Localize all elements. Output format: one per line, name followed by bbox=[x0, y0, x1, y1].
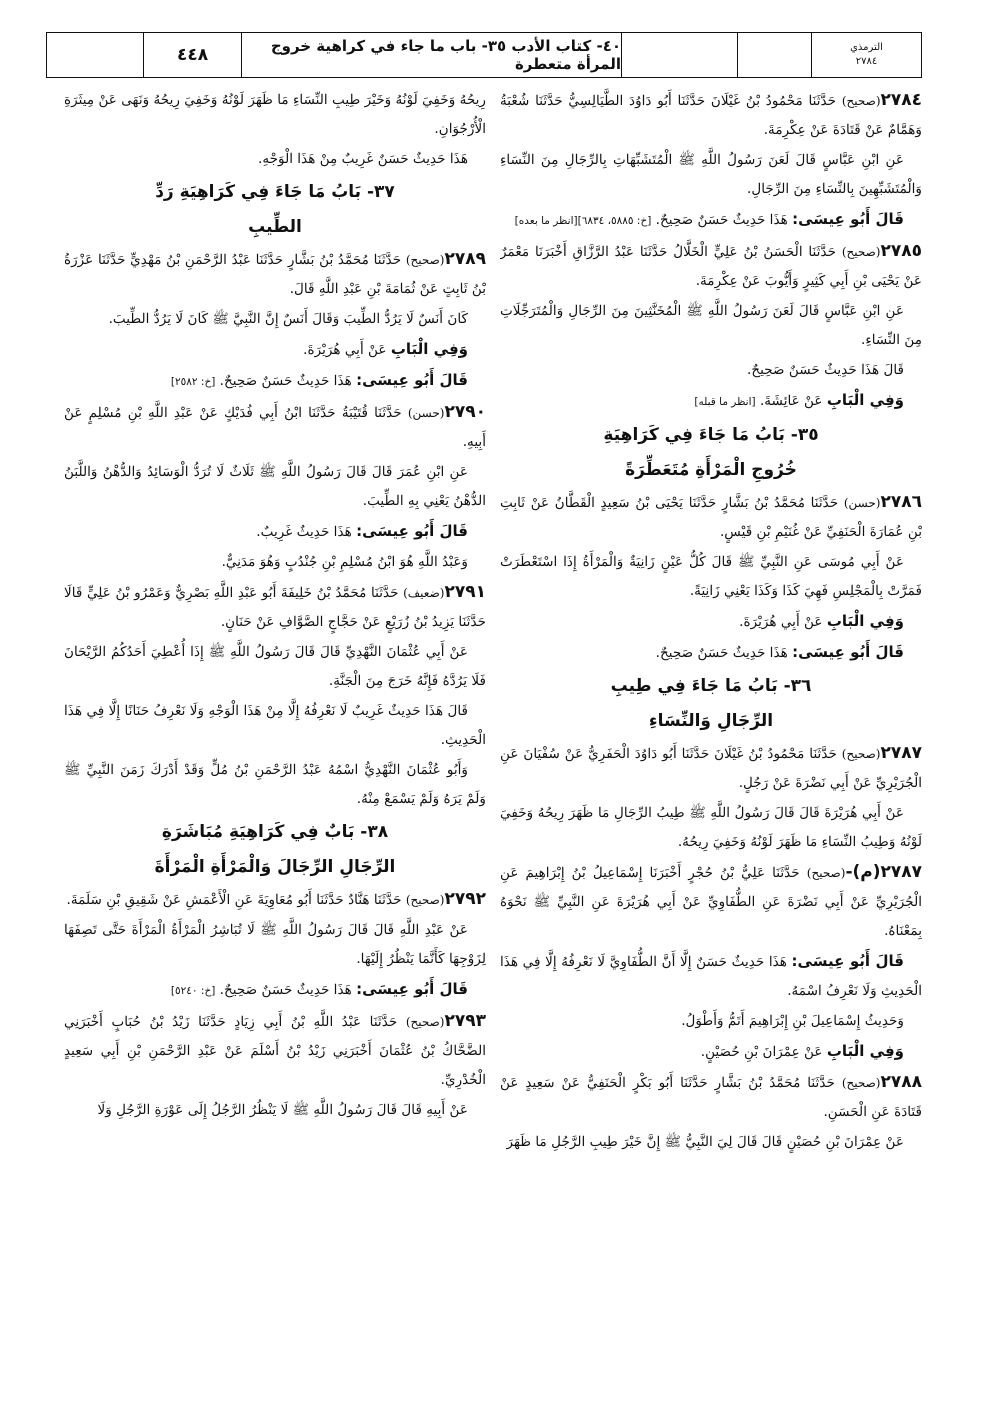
verdict-lead: قَالَ أَبُو عِيسَى: bbox=[792, 210, 904, 228]
hadith-block bbox=[500, 739, 922, 798]
hadith-number: ٢٧٨٤ bbox=[880, 90, 922, 110]
verdict-text: هَذَا حَدِيثٌ حَسَنٌ صَحِيحٌ. bbox=[655, 212, 788, 228]
hadith-block bbox=[500, 1068, 922, 1127]
verdict-lead: قَالَ أَبُو عِيسَى: bbox=[356, 371, 468, 389]
chapter-heading: ٣٦- بَابُ مَا جَاءَ فِي طِيبِ bbox=[610, 676, 812, 696]
cross-reference: [انظر ما قبله] bbox=[694, 396, 756, 408]
chapter-heading: الرِّجَالِ الرِّجَالَ وَالْمَرْأَةِ الْمَرْأَةَ bbox=[154, 857, 396, 877]
paragraph: عَنِ ابْنِ عُمَرَ قَالَ قَالَ رَسُولُ اللَّهِ ﷺ ثَلَاثٌ لَا تُرَدُّ الْوَسَائِدُ وَالدُّهْنُ وَاللَّبَنُ الدُّهْنُ يَعْنِي بِهِ الطِّيبَ. bbox=[64, 464, 486, 509]
hadith-grade: (حسن) bbox=[843, 496, 881, 510]
hadith-grade: (صحيح) bbox=[841, 747, 881, 761]
header-chapter-title: ٤٠- كتاب الأدب ٣٥- باب ما جاء في كراهية خروج المرأة متعطرة bbox=[241, 33, 621, 77]
paragraph: وَعَبْدُ اللَّهِ هُوَ ابْنُ مُسْلِمِ بْنِ جُنْدُبٍ وَهُوَ مَدَنِيٌّ. bbox=[221, 554, 468, 570]
paragraph: عَنْ أَبِيهِ قَالَ قَالَ رَسُولُ اللَّهِ ﷺ لَا يَنْظُرُ الرَّجُلُ إِلَى عَوْرَةِ الرَّجُلِ وَلَا bbox=[97, 1102, 468, 1118]
hadith-block bbox=[64, 578, 486, 637]
chapter-heading: ٣٥- بَابُ مَا جَاءَ فِي كَرَاهِيَةِ bbox=[603, 425, 819, 445]
hadith-number: ٢٧٨٥ bbox=[880, 241, 922, 261]
verdict-line bbox=[500, 1037, 922, 1067]
hadith-grade: (صحيح) bbox=[841, 94, 881, 108]
paragraph: عَنْ أَبِي هُرَيْرَةَ قَالَ قَالَ رَسُولُ اللَّهِ ﷺ طِيبُ الرِّجَالِ مَا ظَهَرَ رِيحُهُ وَخَفِيَ لَوْنُهُ وَطِيبُ النِّسَاءِ مَا ظَهَرَ لَوْنُهُ وَخَفِيَ رِيحُهُ. bbox=[500, 805, 922, 850]
hadith-grade: (صحيح) bbox=[405, 893, 445, 907]
paragraph: هَذَا حَدِيثٌ حَسَنٌ غَرِيبٌ مِنْ هَذَا الْوَجْهِ. bbox=[258, 151, 468, 167]
header-empty-cell bbox=[621, 33, 737, 77]
header-empty-cell bbox=[47, 33, 143, 77]
verdict-lead: قَالَ أَبُو عِيسَى: bbox=[356, 522, 468, 540]
verdict-line bbox=[64, 335, 486, 365]
hadith-block bbox=[500, 237, 922, 296]
header-ref-title: الترمذي bbox=[850, 42, 883, 53]
hadith-number: ٢٧٩٣ bbox=[444, 1011, 486, 1031]
paragraph: كَانَ أَنَسٌ لَا يَرُدُّ الطِّيبَ وَقَالَ أَنَسٌ إِنَّ النَّبِيَّ ﷺ كَانَ لَا يَرُدُّ الطِّيبَ. bbox=[108, 311, 468, 327]
hadith-chain: حَدَّثَنَا مَحْمُودُ بْنُ غَيْلَانَ حَدَّثَنَا أَبُو دَاوُدَ الْحَفَرِيُّ عَنْ سُفْيَانَ عَنِ الْجُرَيْرِيِّ عَنْ أَبِي نَضْرَةَ عَنْ رَجُلٍ. bbox=[500, 746, 922, 791]
hadith-chain: حَدَّثَنَا عَبْدُ اللَّهِ بْنُ أَبِي زِيَادٍ حَدَّثَنَا زَيْدُ بْنُ حُبَابٍ أَخْبَرَنِي الضَّحَّاكُ بْنُ عُثْمَانَ أَخْبَرَنِي زَيْدُ بْنُ أَسْلَمَ عَنْ عَبْدِ الرَّحْمَنِ بْنِ أَبِي سَعِيدٍ الْخُدْرِيِّ. bbox=[64, 1014, 486, 1088]
page-number: ٤٤٨ bbox=[143, 33, 241, 77]
paragraph: وَحَدِيثُ إِسْمَاعِيلَ بْنِ إِبْرَاهِيمَ أَتَمُّ وَأَطْوَلُ. bbox=[681, 1013, 904, 1029]
verdict-lead: وَفِي الْبَابِ bbox=[390, 340, 468, 358]
hadith-chain: حَدَّثَنَا هَنَّادٌ حَدَّثَنَا أَبُو مُعَاوِيَةَ عَنِ الْأَعْمَشِ عَنْ شَقِيقِ بْنِ سَلَمَةَ. bbox=[66, 892, 402, 908]
verdict-line bbox=[500, 638, 922, 668]
hadith-grade: (صحيح) bbox=[405, 253, 445, 267]
hadith-chain: حَدَّثَنَا مُحَمَّدُ بْنُ خَلِيفَةَ أَبُو عَبْدِ اللَّهِ بَصْرِيٌّ وَعَمْرُو بْنُ عَلِيٍّ قَالَا حَدَّثَنَا يَزِيدُ بْنُ زُرَيْعٍ عَنْ حَجَّاجٍ الصَّوَّافِ عَنْ حَنَانٍ. bbox=[64, 585, 486, 630]
verdict-text: هَذَا حَدِيثٌ حَسَنٌ إِلَّا أَنَّ الطُّفَاوِيَّ لَا نَعْرِفُهُ إِلَّا فِي هَذَا الْحَدِيثِ وَلَا نَعْرِفُ اسْمَهُ. bbox=[500, 954, 922, 999]
paragraph: عَنْ أَبِي مُوسَى عَنِ النَّبِيِّ ﷺ قَالَ كُلُّ عَيْنٍ زَانِيَةٌ وَالْمَرْأَةُ إِذَا اسْتَعْطَرَتْ فَمَرَّتْ بِالْمَجْلِسِ فَهِيَ كَذَا وَكَذَا يَعْنِي زَانِيَةً. bbox=[500, 554, 922, 599]
chapter-heading: خُرُوجِ الْمَرْأَةِ مُتَعَطِّرَةً bbox=[625, 460, 797, 480]
verdict-lead: وَفِي الْبَابِ bbox=[826, 612, 904, 630]
hadith-chain: حَدَّثَنَا الْحَسَنُ بْنُ عَلِيٍّ الْخَلَّالُ حَدَّثَنَا عَبْدُ الرَّزَّاقِ أَخْبَرَنَا مَعْمَرٌ عَنْ يَحْيَى بْنِ أَبِي كَثِيرٍ وَأَيُّوبَ عَنْ عِكْرِمَةَ. bbox=[500, 244, 922, 289]
verdict-line bbox=[64, 366, 486, 397]
hadith-block bbox=[500, 86, 922, 145]
hadith-chain: حَدَّثَنَا قُتَيْبَةُ حَدَّثَنَا ابْنُ أَبِي فُدَيْكٍ عَنْ عَبْدِ اللَّهِ بْنِ مُسْلِمٍ عَنْ أَبِيهِ. bbox=[64, 405, 486, 450]
hadith-number: ٢٧٨٦ bbox=[880, 492, 922, 512]
hadith-number: ٢٧٨٨ bbox=[880, 1072, 922, 1092]
verdict-lead: قَالَ أَبُو عِيسَى: bbox=[356, 980, 468, 998]
chapter-heading: الرِّجَالِ وَالنِّسَاءِ bbox=[648, 711, 774, 731]
paragraph: عَنْ أَبِي عُثْمَانَ النَّهْدِيِّ قَالَ قَالَ رَسُولُ اللَّهِ ﷺ إِذَا أُعْطِيَ أَحَدُكُمُ الرَّيْحَانَ فَلَا يَرُدَّهُ فَإِنَّهُ خَرَجَ مِنَ الْجَنَّةِ. bbox=[64, 644, 486, 689]
paragraph: قَالَ هَذَا حَدِيثٌ غَرِيبٌ لَا نَعْرِفُهُ إِلَّا مِنْ هَذَا الْوَجْهِ وَلَا نَعْرِفُ حَنَانًا إِلَّا فِي هَذَا الْحَدِيثِ. bbox=[64, 703, 486, 748]
paragraph: عَنِ ابْنِ عَبَّاسٍ قَالَ لَعَنَ رَسُولُ اللَّهِ ﷺ الْمُخَنَّثِينَ مِنَ الرِّجَالِ وَالْمُتَرَجِّلَاتِ مِنَ النِّسَاءِ. bbox=[500, 303, 922, 348]
verdict-text: هَذَا حَدِيثٌ غَرِيبٌ. bbox=[256, 524, 352, 540]
verdict-line bbox=[64, 975, 486, 1006]
hadith-grade: (صحيح) bbox=[806, 866, 846, 880]
verdict-text: هَذَا حَدِيثٌ حَسَنٌ صَحِيحٌ. bbox=[219, 982, 352, 998]
verdict-line bbox=[500, 205, 922, 236]
paragraph: وَأَبُو عُثْمَانَ النَّهْدِيُّ اسْمُهُ عَبْدُ الرَّحْمَنِ بْنُ مُلٍّ وَقَدْ أَدْرَكَ زَمَنَ النَّبِيِّ ﷺ وَلَمْ يَرَهُ وَلَمْ يَسْمَعْ مِنْهُ. bbox=[64, 762, 486, 807]
hadith-chain: حَدَّثَنَا عَلِيُّ بْنُ حُجْرٍ أَخْبَرَنَا إِسْمَاعِيلُ بْنُ إِبْرَاهِيمَ عَنِ الْجُرَيْرِيِّ عَنْ أَبِي نَضْرَةَ عَنِ الطُّفَاوِيِّ عَنْ أَبِي هُرَيْرَةَ عَنِ النَّبِيِّ ﷺ نَحْوَهُ بِمَعْنَاهُ. bbox=[500, 865, 922, 939]
verdict-line bbox=[500, 386, 922, 417]
hadith-block bbox=[64, 245, 486, 304]
cross-reference: [خ: ٥٨٨٥، ٦٨٣٤][انظر ما بعده] bbox=[514, 215, 652, 227]
hadith-chain: حَدَّثَنَا مُحَمَّدُ بْنُ بَشَّارٍ حَدَّثَنَا أَبُو بَكْرٍ الْحَنَفِيُّ عَنْ سَعِيدٍ عَنْ قَتَادَةَ عَنِ الْحَسَنِ. bbox=[500, 1075, 922, 1120]
verdict-lead: وَفِي الْبَابِ bbox=[826, 1042, 904, 1060]
hadith-number: ٢٧٨٧ bbox=[880, 743, 922, 763]
paragraph: عَنْ عِمْرَانَ بْنِ حُصَيْنٍ قَالَ قَالَ لِيَ النَّبِيُّ ﷺ إِنَّ خَيْرَ طِيبِ الرَّجُلِ مَا ظَهَرَ bbox=[506, 1134, 904, 1150]
verdict-text: عَنْ أَبِي هُرَيْرَةَ. bbox=[739, 614, 823, 630]
hadith-number: ٢٧٩٢ bbox=[444, 889, 486, 909]
verdict-line bbox=[500, 607, 922, 637]
verdict-text: هَذَا حَدِيثٌ حَسَنٌ صَحِيحٌ. bbox=[219, 373, 352, 389]
chapter-heading: ٣٧- بَابُ مَا جَاءَ فِي كَرَاهِيَةِ رَدِّ bbox=[155, 182, 395, 202]
hadith-block bbox=[64, 1007, 486, 1095]
paragraph: عَنِ ابْنِ عَبَّاسٍ قَالَ لَعَنَ رَسُولُ اللَّهِ ﷺ الْمُتَشَبِّهَاتِ بِالرِّجَالِ مِنَ النِّسَاءِ وَالْمُتَشَبِّهِينَ بِالنِّسَاءِ مِنَ الرِّجَالِ. bbox=[500, 152, 922, 197]
cross-reference: [خ: ٥٢٤٠] bbox=[170, 985, 216, 997]
page-header bbox=[46, 32, 922, 78]
hadith-grade: (ضعيف) bbox=[403, 586, 445, 600]
right-column bbox=[500, 86, 922, 1356]
verdict-text: عَنْ أَبِي هُرَيْرَةَ. bbox=[303, 342, 387, 358]
hadith-block bbox=[64, 885, 486, 915]
verdict-lead: قَالَ أَبُو عِيسَى: bbox=[791, 952, 904, 970]
header-ref-number: ٢٧٨٤ bbox=[855, 56, 878, 67]
hadith-grade: (صحيح) bbox=[841, 1076, 881, 1090]
hadith-number: ٢٧٩١ bbox=[444, 582, 486, 602]
hadith-grade: (حسن) bbox=[407, 406, 445, 420]
cross-reference: [خ: ٢٥٨٢] bbox=[170, 376, 216, 388]
verdict-lead: قَالَ أَبُو عِيسَى: bbox=[792, 643, 904, 661]
verdict-text: عَنْ عَائِشَةَ. bbox=[759, 393, 823, 409]
hadith-chain: حَدَّثَنَا مُحَمَّدُ بْنُ بَشَّارٍ حَدَّثَنَا يَحْيَى بْنُ سَعِيدٍ الْقَطَّانُ عَنْ ثَابِتِ بْنِ عُمَارَةَ الْحَنَفِيِّ عَنْ غُنَيْمِ بْنِ قَيْسٍ. bbox=[500, 495, 922, 540]
paragraph: قَالَ هَذَا حَدِيثٌ حَسَنٌ صَحِيحٌ. bbox=[747, 362, 904, 378]
verdict-text: عَنْ عِمْرَانَ بْنِ حُصَيْنٍ. bbox=[700, 1044, 823, 1060]
verdict-text: هَذَا حَدِيثٌ حَسَنٌ صَحِيحٌ. bbox=[655, 645, 788, 661]
hadith-number: ٢٧٨٧(م)- bbox=[845, 862, 922, 882]
paragraph-continued: رِيحُهُ وَخَفِيَ لَوْنُهُ وَخَيْرَ طِيبِ النِّسَاءِ مَا ظَهَرَ لَوْنُهُ وَخَفِيَ رِيحُهُ وَنَهَى عَنْ مِيثَرَةِ الْأُرْجُوَانِ. bbox=[64, 92, 486, 137]
hadith-block bbox=[64, 398, 486, 457]
paragraph: عَنْ عَبْدِ اللَّهِ قَالَ قَالَ رَسُولُ اللَّهِ ﷺ لَا تُبَاشِرُ الْمَرْأَةُ الْمَرْأَةَ حَتَّى تَصِفَهَا لِزَوْجِهَا كَأَنَّمَا يَنْظُرُ إِلَيْهَا. bbox=[64, 922, 486, 967]
hadith-number: ٢٧٨٩ bbox=[444, 249, 486, 269]
verdict-line bbox=[64, 517, 486, 547]
hadith-block bbox=[500, 488, 922, 547]
hadith-block bbox=[500, 858, 922, 946]
verdict-lead: وَفِي الْبَابِ bbox=[826, 391, 904, 409]
chapter-heading: ٣٨- بَابٌ فِي كَرَاهِيَةِ مُبَاشَرَةِ bbox=[161, 822, 389, 842]
hadith-number: ٢٧٩٠ bbox=[444, 402, 486, 422]
chapter-heading: الطِّيبِ bbox=[248, 217, 302, 237]
hadith-chain: حَدَّثَنَا مَحْمُودُ بْنُ غَيْلَانَ حَدَّثَنَا أَبُو دَاوُدَ الطَّيَالِسِيُّ حَدَّثَنَا شُعْبَةُ وَهَمَّامٌ عَنْ قَتَادَةَ عَنْ عِكْرِمَةَ. bbox=[500, 93, 922, 138]
left-column bbox=[64, 86, 486, 1356]
verdict-line bbox=[500, 947, 922, 1006]
header-empty-cell bbox=[737, 33, 811, 77]
header-reference bbox=[811, 33, 921, 77]
hadith-grade: (صحيح) bbox=[405, 1015, 445, 1029]
hadith-grade: (صحيح) bbox=[841, 245, 881, 259]
hadith-chain: حَدَّثَنَا مُحَمَّدُ بْنُ بَشَّارٍ حَدَّثَنَا عَبْدُ الرَّحْمَنِ بْنُ مَهْدِيٍّ حَدَّثَنَا عَزْرَةُ بْنُ ثَابِتٍ عَنْ ثُمَامَةَ بْنِ عَبْدِ اللَّهِ قَالَ. bbox=[64, 252, 486, 297]
